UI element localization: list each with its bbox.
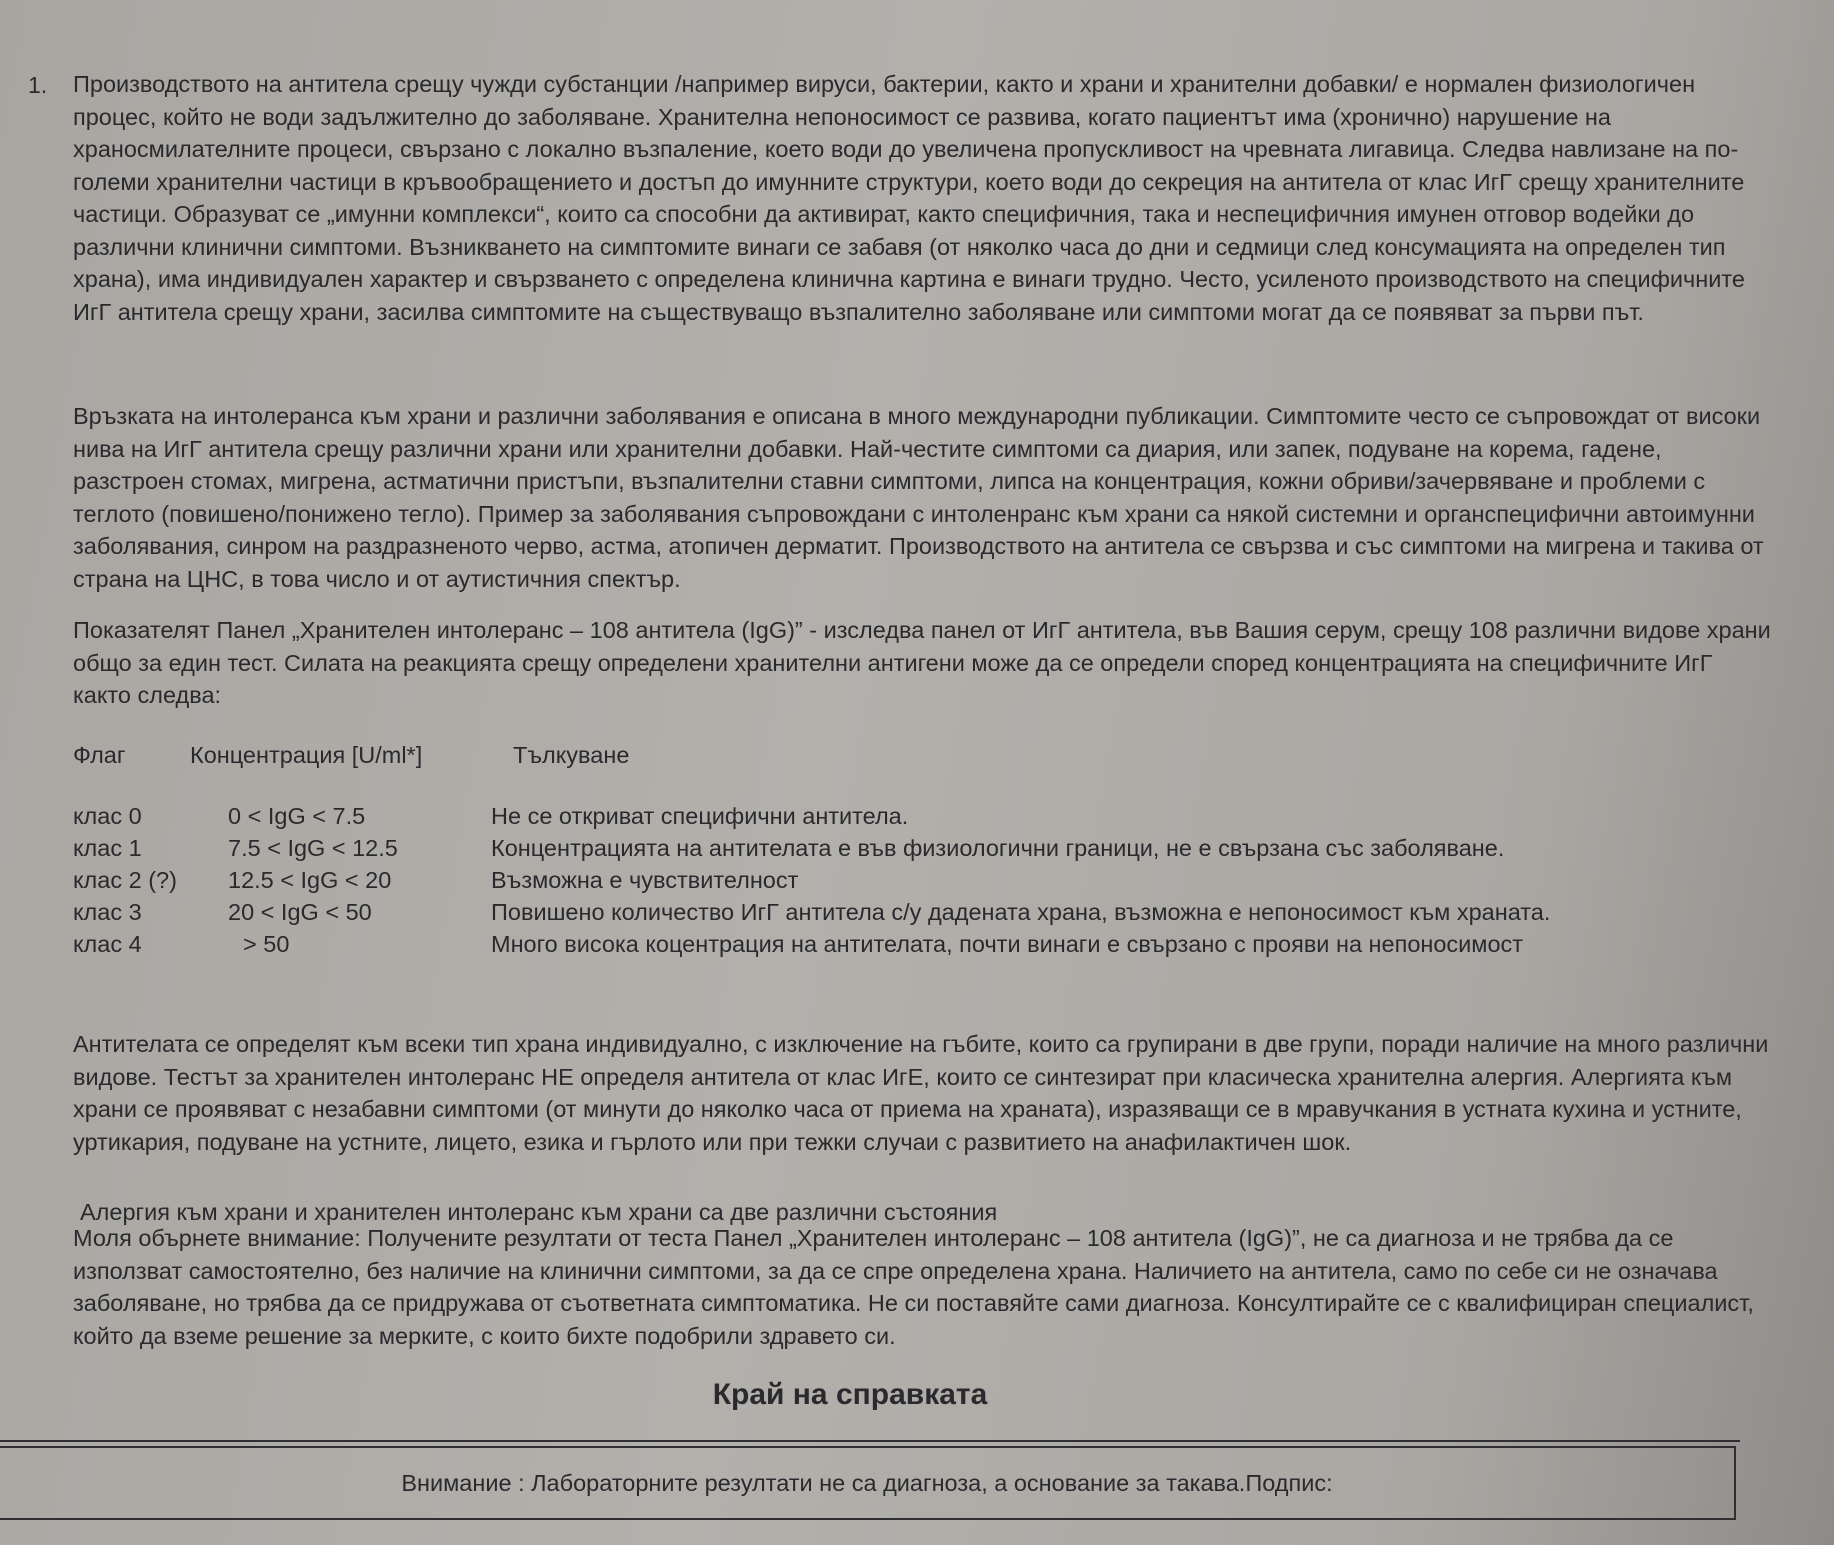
cell-concentration: > 50 [243,931,290,957]
cell-flag: клас 0 [73,803,142,829]
cell-flag: клас 3 [73,899,142,925]
cell-concentration: 7.5 < IgG < 12.5 [228,835,398,861]
cell-interpretation: Повишено количество ИгГ антитела с/у дадената храна, възможна е непоносимост към храната. [491,899,1551,925]
header-flag: Флаг [73,742,126,768]
divider-line [0,1440,1740,1442]
list-number: 1. [28,72,48,98]
cell-interpretation: Концентрацията на антителата е във физиологични граници, не е свързана със заболяване. [491,835,1505,861]
paragraph-attention-note: Моля обърнете внимание: Получените резултати от теста Панел „Хранителен интолеранс – 108 антитела (IgG)”, не са диагноза и не трябва да се използват самостоятелно, без наличие на клинични симптоми, за да се спре определена храна. Наличието на антитела, само по себе си не означава заболяване, но трябва да се придружава от съответната симптоматика. Не си поставяйте сами диагноза. Консултирайте се с квалифициран специалист, който да вземе решение за мерките, с които бихте подобрили здравето си. [73,1225,1754,1349]
paragraph-allergy-vs-intolerance: Антителата се определят към всеки тип храна индивидуално, с изключение на гъбите, които са групирани в две групи, поради наличие на много различни видове. Тестът за хранителен интолеранс НЕ определя антитела от клас ИгЕ, които се синтезират при класическа хранителна алергия. Алергията към храни се проявяват с незабавни симптоми (от минути до няколко часа от приема на храната), изразяващи се в мравучкания в устната кухина и устните, уртикария, подуване на устните, лицето, езика и гърлото или при тежки случаи с развитието на анафилактичен шок. [73,1031,1769,1155]
table-row [73,931,1773,963]
header-concentration: Концентрация [U/ml*] [190,742,423,768]
table-row [73,835,1773,867]
paragraph-intolerance-diseases: Връзката на интолеранса към храни и различни заболявания е описана в много международни публикации. Симптомите често се съпровождат от високи нива на ИгГ антитела срещу различни храни или хранителни добавки. Най-честите симптоми са диария, или запек, подуване на корема, гадене, разстроен стомах, мигрена, астматични пристъпи, възпалителни ставни симптоми, липса на концентрация, кожни обриви/зачервяване и проблеми с теглото (повишено/понижено тегло). Пример за заболявания съпровождани с интоленранс към храни са някой системни и органспецифични автоимунни заболявания, синром на раздразненото черво, астма, атопичен дерматит. Производството на антитела се свързва и със симптоми на мигрена и такива от страна на ЦНС, в това число и от аутистичния спектър. [73,403,1764,592]
footer-warning-text: Внимание : Лабораторните резултати не са диагноза, а основание за такава.Подпис: [401,1469,1333,1496]
cell-interpretation: Много висока коцентрация на антителата, почти винаги е свързано с прояви на непоносимост [491,931,1524,957]
paragraph-two-conditions: Алергия към храни и хранителен интолеранс към храни са две различни състояния [80,1199,998,1225]
cell-interpretation: Възможна е чувствителност [491,867,799,893]
class-table [73,803,1773,963]
cell-flag: клас 4 [73,931,142,957]
cell-flag: клас 2 (?) [73,867,177,893]
cell-concentration: 0 < IgG < 7.5 [228,803,366,829]
cell-concentration: 12.5 < IgG < 20 [228,867,392,893]
end-of-report-title: Край на справката [712,1378,988,1411]
table-row [73,867,1773,899]
cell-interpretation: Не се откриват специфични антитела. [491,803,909,829]
header-interpretation: Тълкуване [513,742,630,768]
paragraph-panel-description: Показателят Панел „Хранителен интолеранс – 108 антитела (IgG)” - изследва панел от ИгГ антитела, във Вашия серум, срещу 108 различни видове храни общо за един тест. Силата на реакцията срещу определени хранителни антигени може да се определи според концентрацията на специфичните ИгГ както следва: [73,617,1771,708]
paragraph-antibody-production: Производството на антитела срещу чужди субстанции /например вируси, бактерии, както и храни и хранителни добавки/ е нормален физиологичен процес, който не води задължително до заболяване. Хранителна непоносимост се развива, когато пациентът има (хронично) нарушение на храносмилателните процеси, свързано с локално възпаление, което води до увеличена пропускливост на чревната лигавица. Следва навлизане на по-големи хранителни частици в кръвообращението и достъп до имунните структури, което води до секреция на антитела от клас ИгГ срещу хранителните частици. Образуват се „имунни комплекси“, които са способни да активират, както специфичния, така и неспецифичния имунен отговор водейки до различни клинични симптоми. Възникването на симптомите винаги се забавя (от няколко часа до дни и седмици след консумацията на определен тип храна), има индивидуален характер и свързването с определена клинична картина е винаги трудно. Често, усиленото производството на специфичните ИгГ антитела срещу храни, засилва симптомите на съществуващо възпалително заболяване или симптоми могат да се появяват за първи път. [73,71,1745,325]
cell-flag: клас 1 [73,835,142,861]
table-row [73,899,1773,931]
footer-warning-box [0,1446,1736,1520]
table-row [73,803,1773,835]
cell-concentration: 20 < IgG < 50 [228,899,372,925]
